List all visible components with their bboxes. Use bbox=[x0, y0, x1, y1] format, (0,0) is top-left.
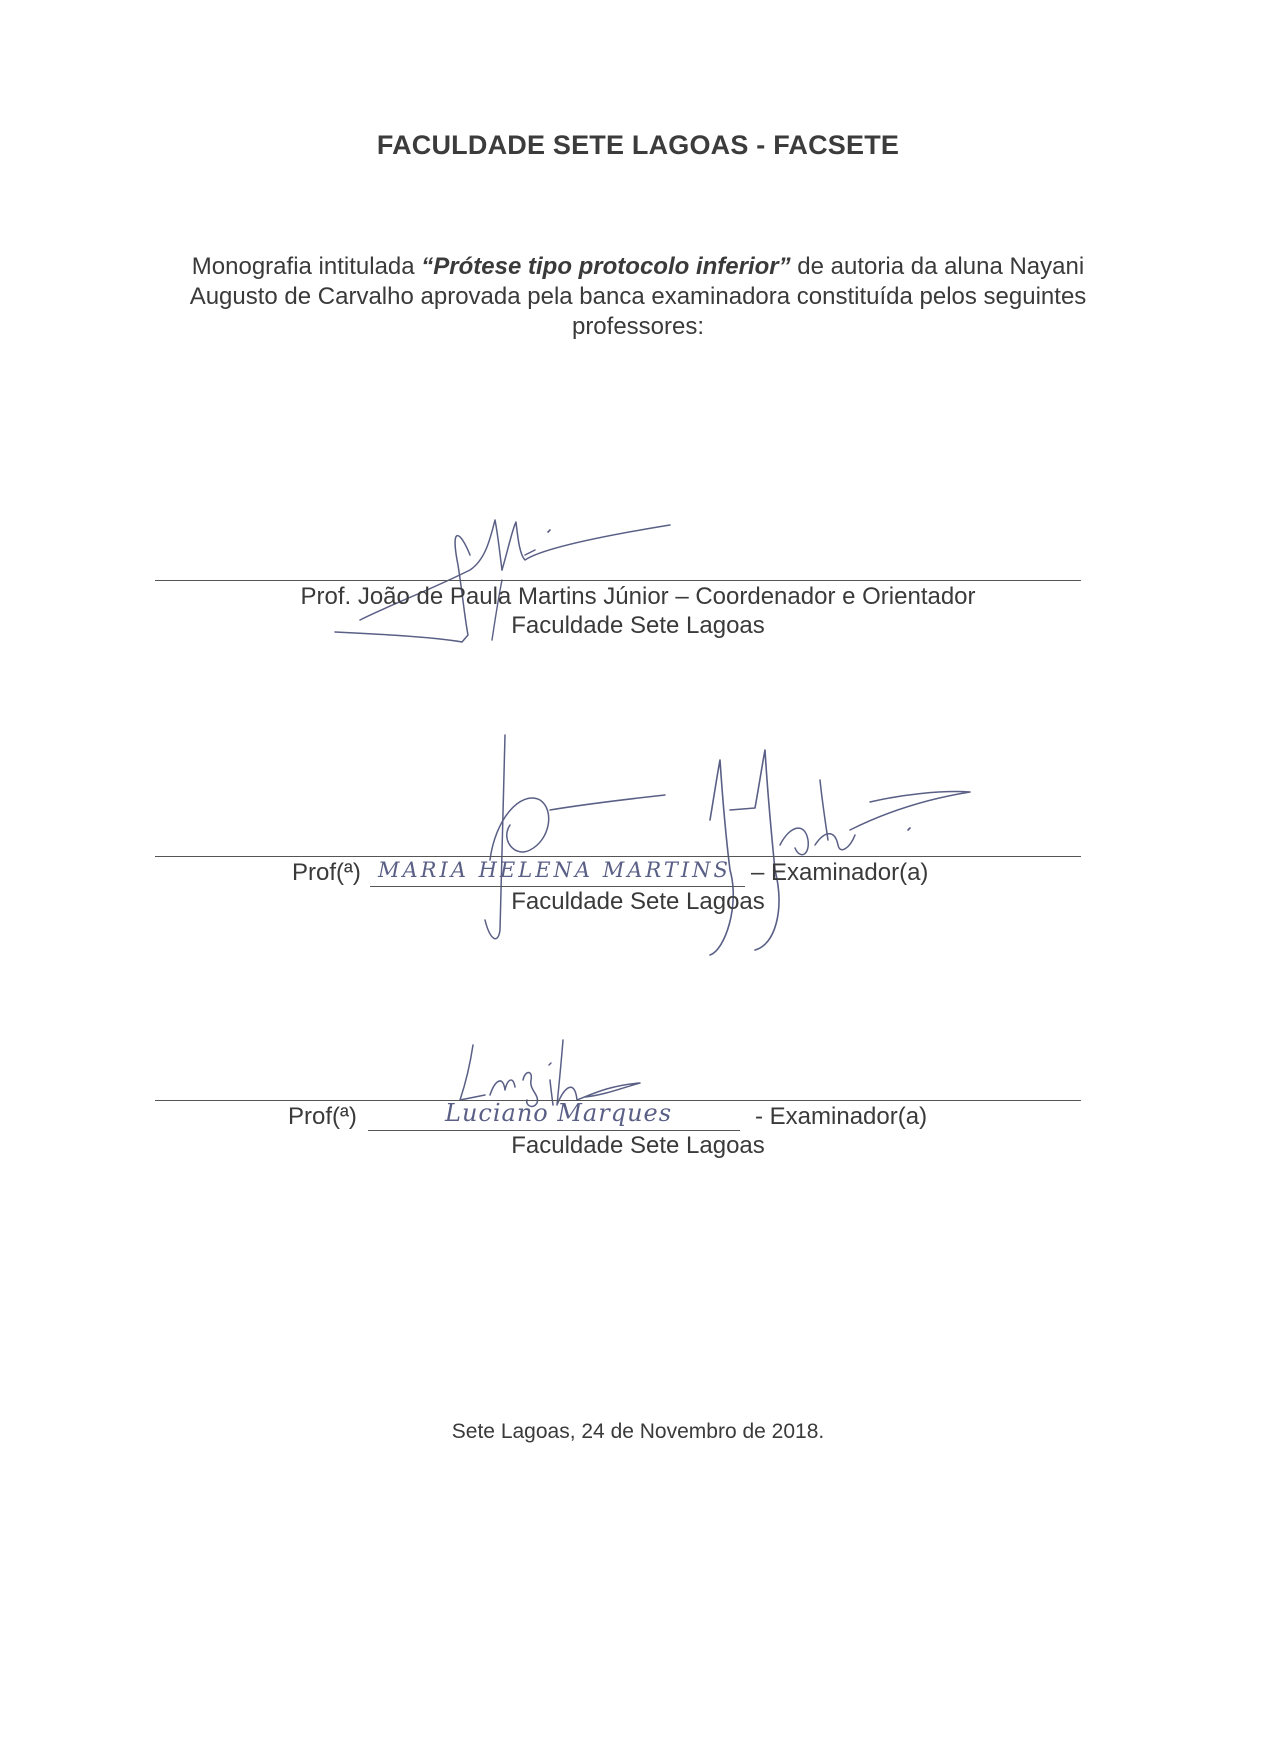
intro-paragraph bbox=[150, 252, 1126, 342]
signatory-1-institution: Faculdade Sete Lagoas bbox=[511, 612, 765, 639]
signature-examiner-1 bbox=[380, 730, 980, 970]
signatory-3-handwritten-name: Luciano Marques bbox=[445, 1099, 673, 1127]
signature-line-2 bbox=[155, 856, 1081, 857]
signatory-3-prefix: Prof(ª) bbox=[288, 1103, 357, 1130]
signature-line-1 bbox=[155, 580, 1081, 581]
signatory-2-role: – Examinador(a) bbox=[751, 859, 929, 886]
signatory-2-handwritten-name: MARIA HELENA MARTINS bbox=[378, 858, 731, 882]
intro-text-after: de autoria da aluna Nayani Augusto de Carvalho aprovada pela banca examinadora constituída pelos seguintes professores: bbox=[189, 253, 1087, 340]
name-blank-3 bbox=[368, 1130, 740, 1131]
signatory-3-institution: Faculdade Sete Lagoas bbox=[511, 1132, 765, 1159]
signatory-1-name: Prof. João de Paula Martins Júnior – Coordenador e Orientador bbox=[300, 583, 976, 610]
name-blank-2 bbox=[370, 886, 745, 887]
signatory-2-prefix: Prof(ª) bbox=[292, 859, 361, 886]
signatory-2-institution: Faculdade Sete Lagoas bbox=[511, 888, 765, 915]
work-title: “Prótese tipo protocolo inferior” bbox=[421, 253, 791, 280]
intro-text-before: Monografia intitulada bbox=[191, 253, 422, 280]
document-title: FACULDADE SETE LAGOAS - FACSETE bbox=[376, 130, 900, 160]
signatory-3-role: - Examinador(a) bbox=[755, 1103, 928, 1130]
date-line: Sete Lagoas, 24 de Novembro de 2018. bbox=[451, 1420, 825, 1443]
